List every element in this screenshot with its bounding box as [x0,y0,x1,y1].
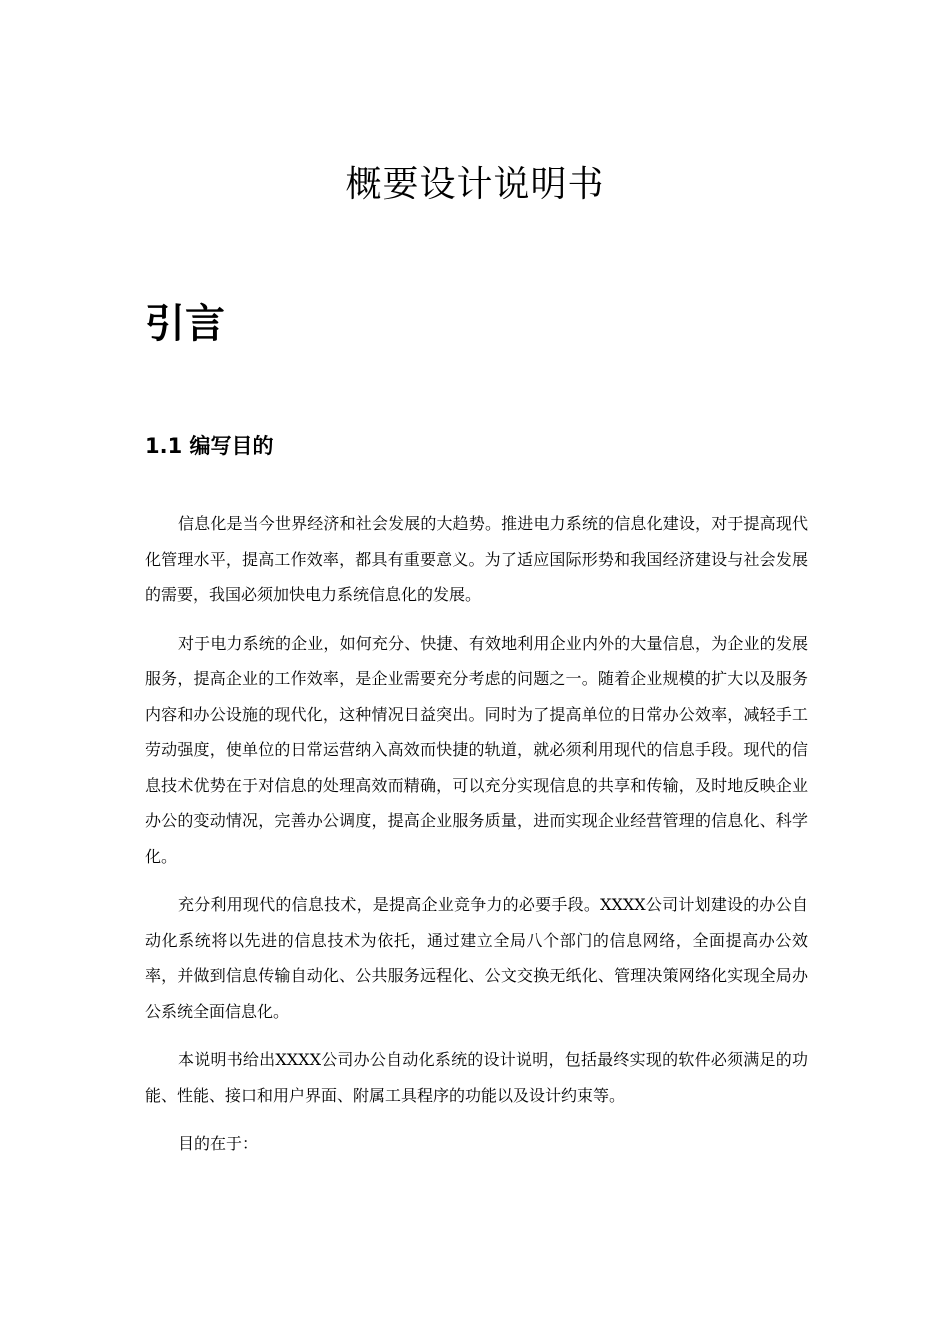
paragraph: 对于电力系统的企业，如何充分、快捷、有效地利用企业内外的大量信息，为企业的发展服务，提高企业的工作效率，是企业需要充分考虑的问题之一。随着企业规模的扩大以及服务内容和办公设施的现代化，这种情况日益突出。同时为了提高单位的日常办公效率，减轻手工劳动强度，使单位的日常运营纳入高效而快捷的轨道，就必须利用现代的信息手段。现代的信息技术优势在于对信息的处理高效而精确，可以充分实现信息的共享和传输，及时地反映企业办公的变动情况，完善办公调度，提高企业服务质量，进而实现企业经营管理的信息化、科学化。 [145,633,808,866]
paragraph: 本说明书给出XXXX公司办公自动化系统的设计说明，包括最终实现的软件必须满足的功能、性能、接口和用户界面、附属工具程序的功能以及设计约束等。 [145,1050,808,1105]
chapter-heading: 引言 [145,301,225,347]
document-title: 概要设计说明书 [345,164,605,205]
paragraph: 目的在于： [178,1134,259,1153]
paragraph: 信息化是当今世界经济和社会发展的大趋势。推进电力系统的信息化建设，对于提高现代化管理水平，提高工作效率，都具有重要意义。为了适应国际形势和我国经济建设与社会发展的需要，我国必须加快电力系统信息化的发展。 [145,514,808,604]
body-text [145,506,808,1175]
paragraph: 充分利用现代的信息技术，是提高企业竞争力的必要手段。XXXX公司计划建设的办公自动化系统将以先进的信息技术为依托，通过建立全局八个部门的信息网络，全面提高办公效率，并做到信息传输自动化、公共服务远程化、公文交换无纸化、管理决策网络化实现全局办公系统全面信息化。 [145,895,808,1021]
section-heading: 1.1 编写目的 [145,434,274,458]
